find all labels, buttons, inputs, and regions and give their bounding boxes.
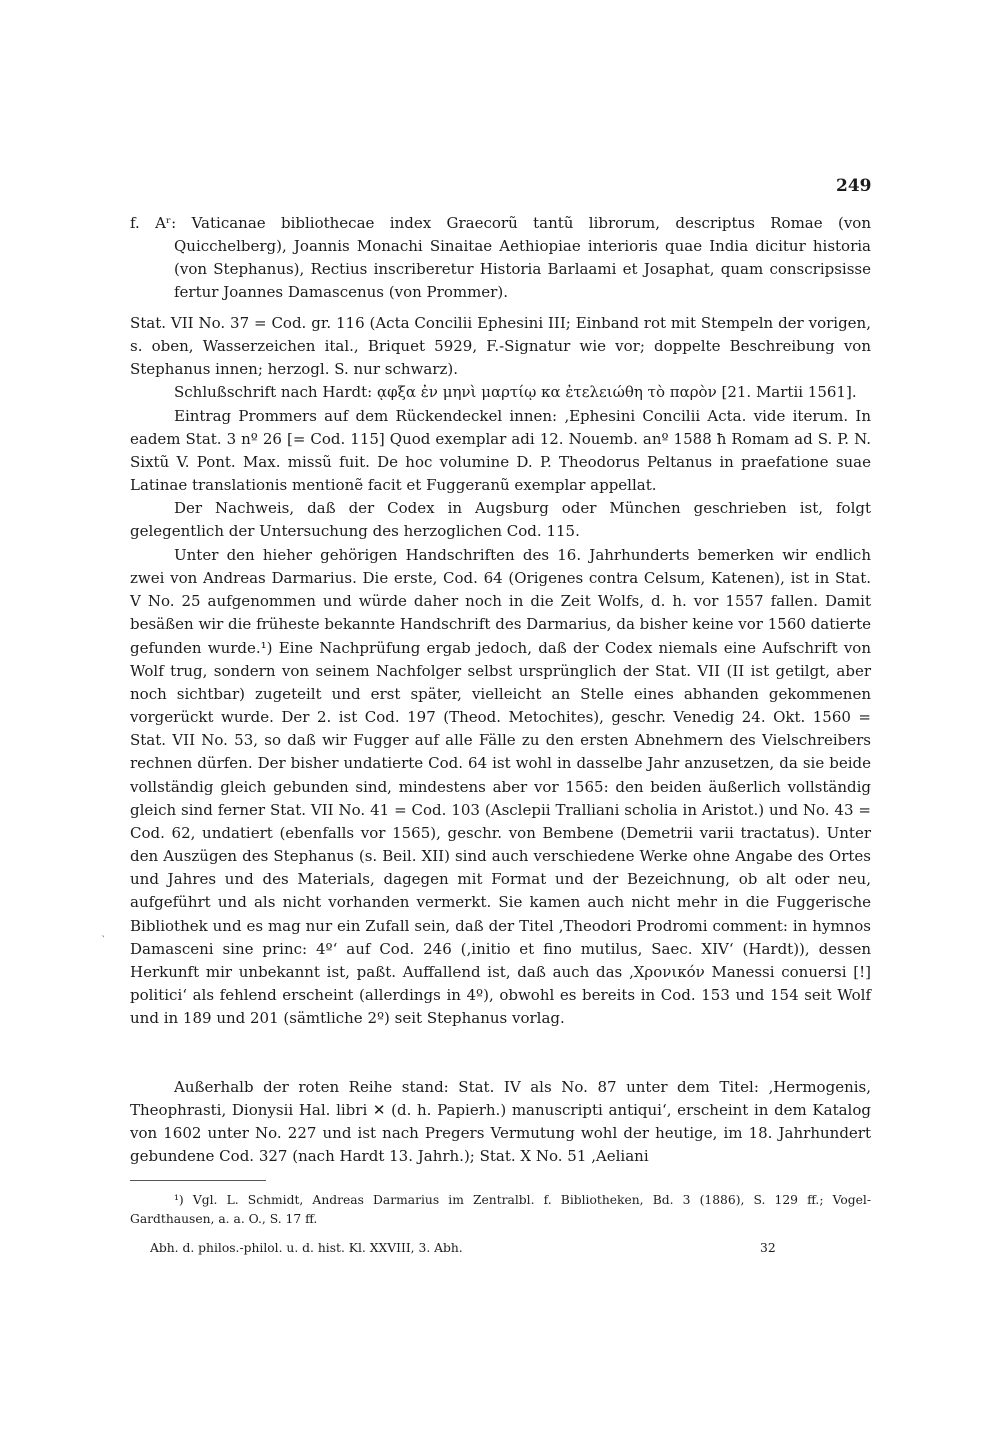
body-paragraph-2: Außerhalb der roten Reihe stand: Stat. IV als No. 87 unter dem Titel: ‚Hermogenis, Theophrasti, Dionysii Hal. libri ✕ (d. h. Papierh.) manuscripti antiquiʻ, erscheint in dem Katalog von 1602 unter No. 227 und ist nach Pregers Vermutung wohl der heutige, im 18. Jahrhundert gebundene Cod. 327 (nach Hardt 13. Jahrh.); Stat. X No. 51 ‚Aeliani (130, 1078, 871, 1166)
stat-entry-prommer-note: Eintrag Prommers auf dem Rückendeckel innen: ‚Ephesini Concilii Acta. vide iterum. In eadem Stat. 3 nº 26 [= Cod. 115] Quod exemplar adi 12. Nouemb. anº 1588 ħ Romam ad S. P. N. Sixtũ V. Pont. Max. missũ fuit. De hoc volumine D. P. Theodorus Peltanus in praefatione suae Latinae translationis mentionẽ facit et Fuggeranũ exemplar appellat. (130, 406, 871, 495)
stat-entry-evidence: Der Nachweis, daß der Codex in Augsburg oder München geschrieben ist, folgt gelegentlich der Untersuchung des herzoglichen Cod. 115. (130, 499, 871, 541)
margin-mark: ‵ (102, 935, 105, 946)
body-paragraph-red-series (130, 1076, 871, 1169)
body-paragraph-darmarius (130, 544, 871, 1030)
footer-signature: 32 (760, 1241, 776, 1255)
footer-series-title: Abh. d. philos.-philol. u. d. hist. Kl. XXVIII, 3. Abh. (150, 1241, 463, 1255)
footnote: ¹) Vgl. L. Schmidt, Andreas Darmarius im Zentralbl. f. Bibliotheken, Bd. 3 (1886), S. 129 ff.; Vogel-Gardthausen, a. a. O., S. 17 ff. (130, 1193, 871, 1226)
stat-entry (130, 312, 871, 544)
body-paragraph-1: Unter den hieher gehörigen Handschriften des 16. Jahrhunderts bemerken wir endlich zwei von Andreas Darmarius. Die erste, Cod. 64 (Origenes contra Celsum, Katenen), ist in Stat. V No. 25 aufgenommen und würde daher noch in die Zeit Wolfs, d. h. vor 1557 fallen. Damit besäßen wir die früheste bekannte Handschrift des Darmarius, da bisher keine vor 1560 datierte gefunden wurde.¹) Eine Nachprüfung ergab jedoch, daß der Codex niemals eine Aufschrift von Wolf trug, sondern von seinem Nachfolger selbst ursprünglich der Stat. VII (II ist getilgt, aber noch sichtbar) zugeteilt und erst später, vielleicht an Stelle eines abhanden gekommenen vorgerückt wurde. Der 2. ist Cod. 197 (Theod. Metochites), geschr. Venedig 24. Okt. 1560 = Stat. VII No. 53, so daß wir Fugger auf alle Fälle zu den ersten Abnehmern des Vielschreibers rechnen dürfen. Der bisher undatierte Cod. 64 ist wohl in dasselbe Jahr anzusetzen, da sie beide vollständig gleich gebunden sind, mindestens aber vor 1565: den beiden äußerlich vollständig gleich sind ferner Stat. VII No. 41 = Cod. 103 (Asclepii Tralliani scholia in Aristot.) und No. 43 = Cod. 62, undatiert (ebenfalls vor 1565), geschr. von Bembene (Demetrii varii tractatus). Unter den Auszügen des Stephanus (s. Beil. XII) sind auch verschiedene Werke ohne Angabe des Ortes und Jahres und des Materials, dagegen mit Format und der Bezeichnung, ob alt oder neu, aufgeführt und als nicht vorhanden vermerkt. Sie kamen auch nicht mehr in die Fuggerische Bibliothek und es mag nur ein Zufall sein, daß der Titel ‚Theodori Prodromi comment: in hymnos Damasceni sine princ: 4ºʻ auf Cod. 246 (‚initio et fino mutilus, Saec. XIVʻ (Hardt)), dessen Herkunft mir unbekannt ist, paßt. Auffallend ist, daß auch das ‚Χρονικόν Manessi conuersi [!] politiciʻ als fehlend erscheint (allerdings in 4º), obwohl es bereits in Cod. 153 und 154 seit Wolf und in 189 und 201 (sämtliche 2º) seit Stephanus vorlag. (130, 546, 871, 1028)
stat-entry-description: Stat. VII No. 37 = Cod. gr. 116 (Acta Concilii Ephesini III; Einband rot mit Stempeln der vorigen, s. oben, Wasserzeichen ital., Briquet 5929, F.-Signatur wie vor; doppelte Beschreibung von Stephanus innen; herzogl. S. nur schwarz). (130, 314, 871, 379)
footnote-divider (130, 1180, 266, 1181)
catalog-entry-a (130, 212, 871, 305)
entry-a-paragraph: f. Aʳ: Vaticanae bibliothecae index Graecorũ tantũ librorum, descriptus Romae (von Quicchelberg), Joannis Monachi Sinaitae Aethiopiae interioris quae India dicitur historia (von Stephanus), Rectius inscriberetur Historia Barlaami et Josaphat, quam conscripsisse fertur Joannes Damascenus (von Prommer). (130, 214, 871, 302)
page-number: 249 (836, 176, 872, 196)
stat-entry-colophon: Schlußschrift nach Hardt: ᾳφξα ἐν μηνὶ μαρτίῳ κα ἐτελειώθη τὸ παρὸν [21. Martii 1561]. (174, 383, 857, 402)
